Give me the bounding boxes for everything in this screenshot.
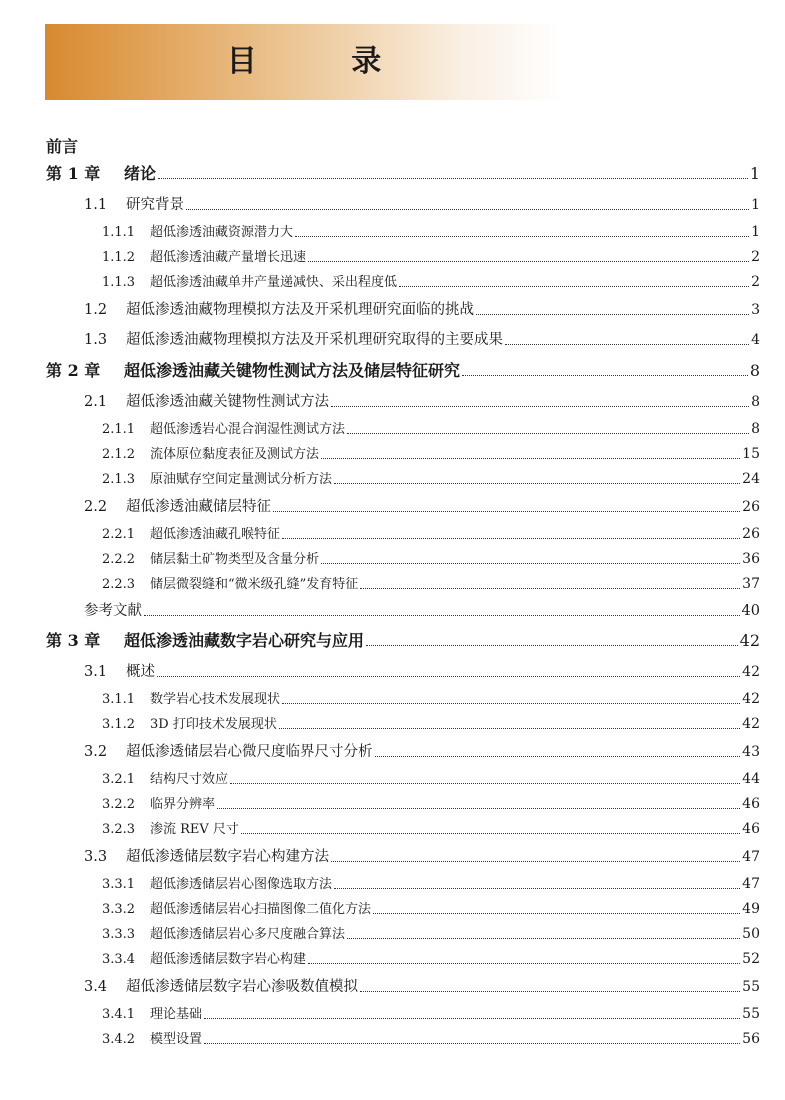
toc-entry-title: 储层黏土矿物类型及含量分析: [150, 552, 320, 567]
toc-entry-page: 47: [742, 876, 760, 892]
dot-leader: [217, 808, 740, 809]
toc-entry-page: 4: [751, 332, 760, 348]
toc-entry-page: 37: [742, 576, 760, 592]
dot-leader: [241, 833, 740, 834]
dot-leader: [373, 913, 740, 914]
toc-entry-title: 超低渗透油藏资源潜力大: [150, 225, 294, 240]
toc-entry-number: 第 3 章: [46, 631, 101, 650]
toc-entry-title: 数学岩心技术发展现状: [150, 692, 281, 707]
toc-entry-page: 44: [742, 771, 760, 787]
dot-leader: [282, 538, 740, 539]
toc-entry-title: 超低渗透岩心混合润湿性测试方法: [150, 422, 346, 437]
toc-entry-title: 绪论: [124, 164, 157, 183]
dot-leader: [144, 615, 740, 616]
toc-entry-number: 2.2.1: [102, 527, 136, 542]
toc-entry[interactable]: [46, 245, 760, 270]
dot-leader: [157, 676, 740, 677]
toc-entry-number: 1.1: [84, 197, 108, 213]
toc-entry-page: 47: [742, 849, 760, 865]
toc-entry-title: 结构尺寸效应: [150, 772, 229, 787]
toc-entry-page: 2: [751, 249, 760, 265]
dot-leader: [399, 286, 749, 287]
toc-entry[interactable]: [46, 737, 760, 767]
toc-entry[interactable]: [46, 972, 760, 1002]
toc-entry[interactable]: [46, 922, 760, 947]
toc-entry[interactable]: [46, 657, 760, 687]
dot-leader: [204, 1043, 740, 1044]
toc-entry-page: 49: [742, 901, 760, 917]
toc-entry-title: 前言: [46, 137, 79, 156]
toc-entry-title: 超低渗透油藏数字岩心研究与应用: [124, 631, 365, 650]
toc-entry-page: 24: [742, 471, 760, 487]
toc-entry-page: 8: [751, 394, 760, 410]
toc-entry-page: 26: [742, 526, 760, 542]
toc-entry-title: 超低渗透储层岩心微尺度临界尺寸分析: [126, 744, 373, 760]
table-of-contents: [46, 134, 760, 1052]
toc-entry-title: 超低渗透储层数字岩心渗吸数值模拟: [126, 979, 358, 995]
toc-entry-number: 3.4.2: [102, 1032, 136, 1047]
toc-entry[interactable]: [46, 872, 760, 897]
dot-leader: [375, 756, 741, 757]
toc-entry-number: 1.1.3: [102, 275, 136, 290]
toc-entry[interactable]: [46, 625, 760, 657]
toc-entry-number: 3.3.1: [102, 877, 136, 892]
toc-entry-number: 第 2 章: [46, 361, 101, 380]
toc-entry-number: 3.3.3: [102, 927, 136, 942]
toc-entry-page: 46: [742, 821, 760, 837]
header-banner: [45, 24, 565, 100]
dot-leader: [505, 344, 749, 345]
toc-entry-page: 55: [742, 1006, 760, 1022]
toc-entry[interactable]: [46, 1002, 760, 1027]
toc-entry[interactable]: [46, 270, 760, 295]
toc-entry-page: 55: [742, 979, 760, 995]
toc-entry-number: 3.3: [84, 849, 108, 865]
page-title: 目 录: [226, 44, 424, 79]
dot-leader: [273, 511, 740, 512]
toc-entry-number: 1.1.2: [102, 250, 136, 265]
dot-leader: [476, 314, 749, 315]
toc-entry[interactable]: [46, 220, 760, 245]
toc-entry-title: 超低渗透油藏孔喉特征: [150, 527, 281, 542]
toc-entry-page: 42: [739, 631, 760, 650]
toc-entry-title: 超低渗透油藏单井产量递减快、采出程度低: [150, 275, 398, 290]
dot-leader: [308, 261, 749, 262]
toc-entry-number: 3.2: [84, 744, 108, 760]
toc-entry-title: 理论基础: [150, 1007, 203, 1022]
toc-entry-page: 42: [742, 664, 760, 680]
toc-entry-title: 参考文献: [84, 603, 142, 619]
toc-entry-title: 概述: [126, 664, 155, 680]
toc-entry-number: 2.1.1: [102, 422, 136, 437]
toc-entry[interactable]: [46, 597, 760, 625]
toc-entry-title: 渗流 REV 尺寸: [150, 822, 239, 837]
toc-entry-number: 3.2.1: [102, 772, 136, 787]
toc-entry[interactable]: [46, 547, 760, 572]
toc-entry[interactable]: [46, 712, 760, 737]
toc-entry-title: 超低渗透油藏产量增长迅速: [150, 250, 307, 265]
toc-entry-page: 15: [742, 446, 760, 462]
toc-entry-page: 36: [742, 551, 760, 567]
toc-entry-title: 超低渗透油藏关键物性测试方法及储层特征研究: [124, 361, 461, 380]
toc-entry-page: 46: [742, 796, 760, 812]
dot-leader: [321, 563, 740, 564]
toc-entry-title: 超低渗透储层数字岩心构建: [150, 952, 307, 967]
toc-entry-page: 42: [742, 716, 760, 732]
toc-entry[interactable]: [46, 522, 760, 547]
toc-entry-title: 储层微裂缝和“微米级孔缝”发育特征: [150, 577, 359, 592]
toc-entry-number: 2.1.3: [102, 472, 136, 487]
toc-entry-page: 3: [751, 302, 760, 318]
dot-leader: [331, 861, 740, 862]
toc-entry-page: 26: [742, 499, 760, 515]
toc-entry-number: 2.1: [84, 394, 108, 410]
toc-entry-number: 1.3: [84, 332, 108, 348]
toc-entry-title: 流体原位黏度表征及测试方法: [150, 447, 320, 462]
toc-entry-number: 2.2: [84, 499, 108, 515]
toc-entry-title: 研究背景: [126, 197, 184, 213]
toc-entry-number: 3.4: [84, 979, 108, 995]
dot-leader: [186, 209, 749, 210]
toc-entry[interactable]: [46, 190, 760, 220]
toc-entry[interactable]: [46, 947, 760, 972]
dot-leader: [334, 888, 740, 889]
dot-leader: [462, 375, 748, 376]
toc-entry-page: 1: [749, 164, 760, 183]
toc-entry-number: 3.3.2: [102, 902, 136, 917]
toc-entry-title: 超低渗透油藏物理模拟方法及开采机理研究取得的主要成果: [126, 332, 503, 348]
dot-leader: [204, 1018, 740, 1019]
dot-leader: [321, 458, 740, 459]
toc-entry-number: 2.1.2: [102, 447, 136, 462]
toc-entry-number: 3.4.1: [102, 1007, 136, 1022]
toc-entry[interactable]: [46, 897, 760, 922]
toc-entry-title: 原油赋存空间定量测试分析方法: [150, 472, 333, 487]
toc-entry-number: 3.3.4: [102, 952, 136, 967]
toc-entry-page: 8: [749, 361, 760, 380]
toc-entry[interactable]: [46, 687, 760, 712]
toc-entry-page: 40: [741, 603, 760, 619]
dot-leader: [295, 236, 749, 237]
toc-entry-number: 1.2: [84, 302, 108, 318]
toc-entry-title: 临界分辨率: [150, 797, 216, 812]
toc-entry-title: 超低渗透油藏储层特征: [126, 499, 271, 515]
toc-entry[interactable]: [46, 295, 760, 325]
toc-entry-page: 52: [742, 951, 760, 967]
toc-entry[interactable]: [46, 1027, 760, 1052]
toc-entry-number: 3.2.3: [102, 822, 136, 837]
toc-entry-title: 超低渗透储层数字岩心构建方法: [126, 849, 329, 865]
toc-entry[interactable]: [46, 355, 760, 387]
dot-leader: [334, 483, 740, 484]
toc-entry-number: 3.1.2: [102, 717, 136, 732]
toc-entry-page: 1: [751, 224, 760, 240]
dot-leader: [308, 963, 740, 964]
toc-entry-title: 超低渗透油藏物理模拟方法及开采机理研究面临的挑战: [126, 302, 474, 318]
toc-entry-number: 3.1: [84, 664, 108, 680]
dot-leader: [230, 783, 740, 784]
toc-entry-title: 超低渗透储层岩心多尺度融合算法: [150, 927, 346, 942]
dot-leader: [360, 588, 740, 589]
toc-entry[interactable]: [46, 467, 760, 492]
toc-entry-page: 43: [742, 744, 760, 760]
toc-entry-number: 2.2.2: [102, 552, 136, 567]
dot-leader: [347, 433, 749, 434]
toc-entry[interactable]: [46, 325, 760, 355]
toc-entry[interactable]: [46, 842, 760, 872]
toc-entry-number: 3.2.2: [102, 797, 136, 812]
toc-entry[interactable]: [46, 387, 760, 417]
toc-entry-number: 第 1 章: [46, 164, 101, 183]
toc-entry-number: 3.1.1: [102, 692, 136, 707]
toc-entry[interactable]: [46, 417, 760, 442]
toc-entry-title: 超低渗透储层岩心扫描图像二值化方法: [150, 902, 372, 917]
toc-entry-page: 42: [742, 691, 760, 707]
toc-entry-page: 2: [751, 274, 760, 290]
toc-entry-title: 模型设置: [150, 1032, 203, 1047]
toc-entry[interactable]: [46, 492, 760, 522]
toc-entry-number: 2.2.3: [102, 577, 136, 592]
dot-leader: [360, 991, 740, 992]
dot-leader: [347, 938, 740, 939]
toc-entry-title: 超低渗透储层岩心图像选取方法: [150, 877, 333, 892]
toc-entry[interactable]: [46, 817, 760, 842]
dot-leader: [158, 178, 748, 179]
dot-leader: [331, 406, 749, 407]
toc-entry[interactable]: [46, 442, 760, 467]
dot-leader: [366, 645, 738, 646]
toc-entry[interactable]: [46, 158, 760, 190]
toc-entry-number: 1.1.1: [102, 225, 136, 240]
toc-entry-title: 3D 打印技术发展现状: [150, 717, 277, 732]
toc-entry-page: 1: [751, 197, 760, 213]
toc-entry[interactable]: [46, 767, 760, 792]
toc-entry[interactable]: [46, 572, 760, 597]
toc-entry-title: 超低渗透油藏关键物性测试方法: [126, 394, 329, 410]
toc-entry[interactable]: [46, 792, 760, 817]
toc-entry-page: 50: [742, 926, 760, 942]
toc-entry-page: 8: [751, 421, 760, 437]
toc-entry[interactable]: [46, 134, 760, 158]
toc-entry-page: 56: [742, 1031, 760, 1047]
dot-leader: [279, 728, 740, 729]
dot-leader: [282, 703, 740, 704]
